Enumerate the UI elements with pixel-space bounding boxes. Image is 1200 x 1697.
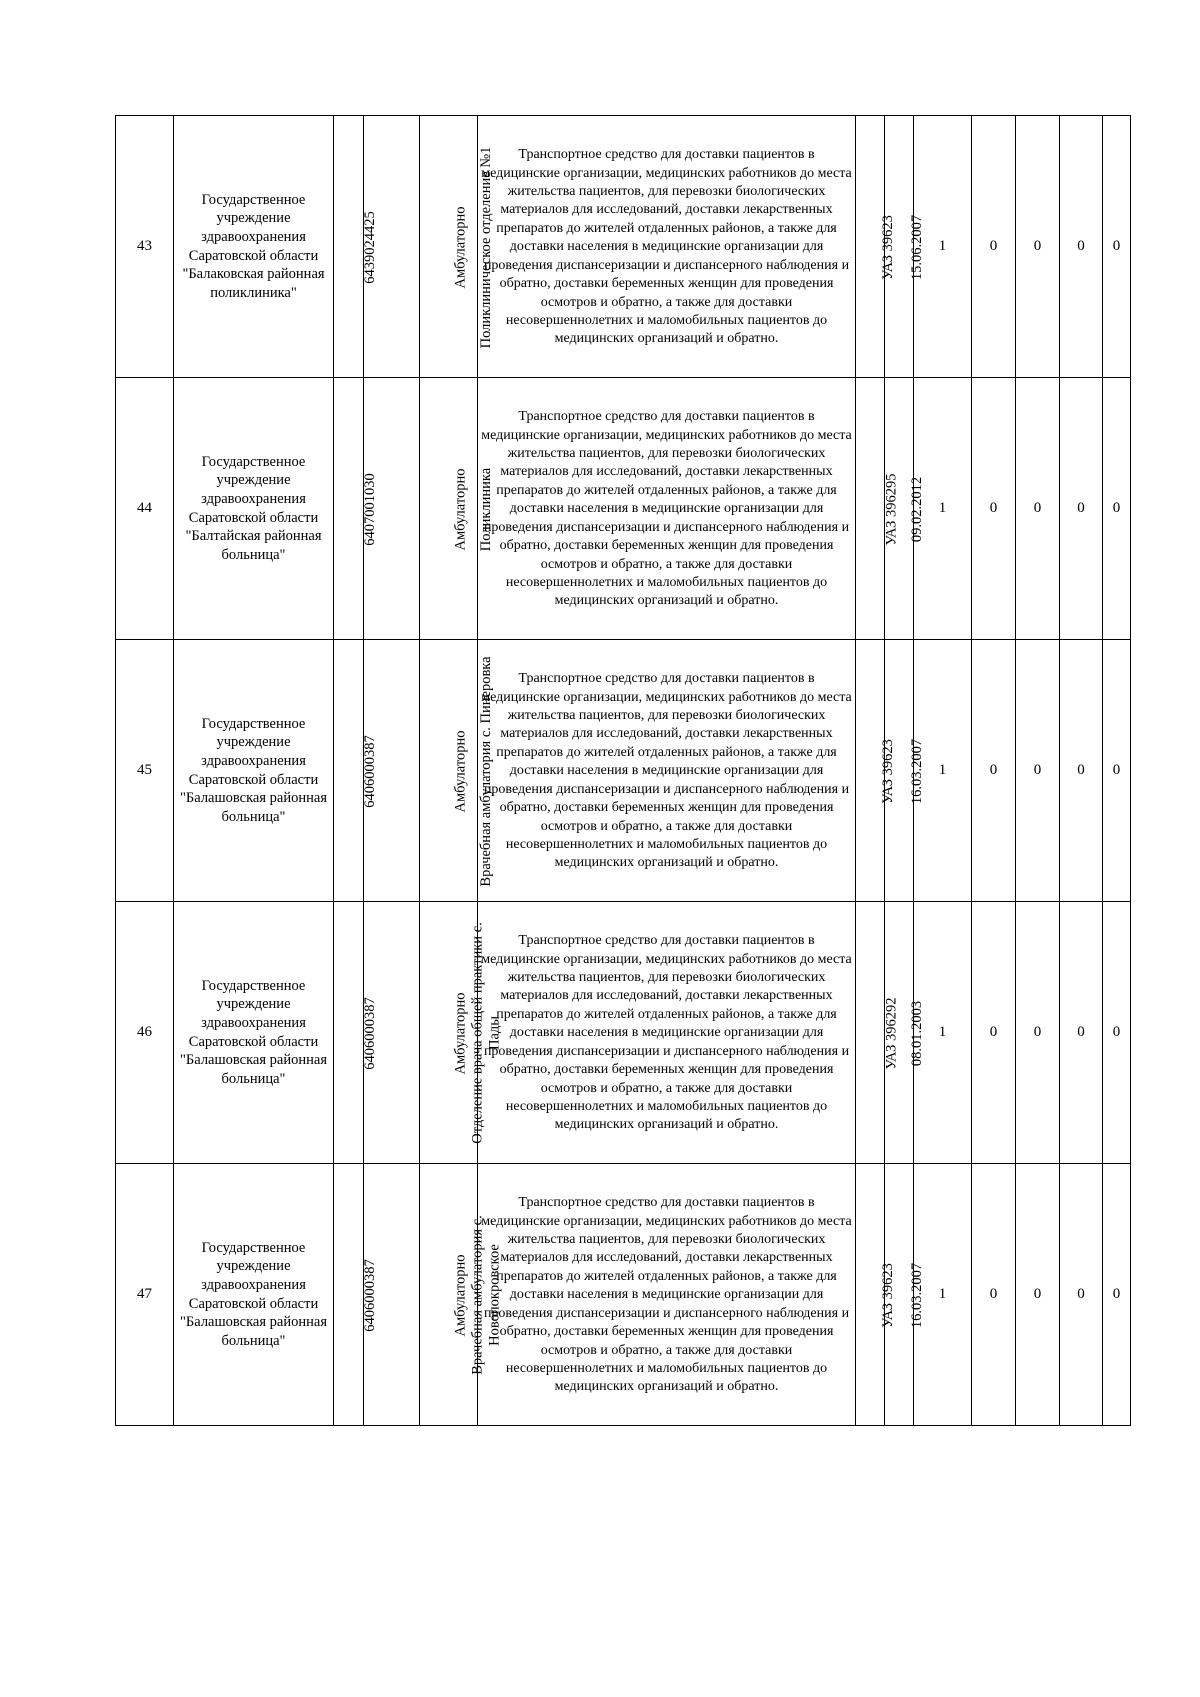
value-cell-5: 0 xyxy=(1103,640,1131,902)
value-cell-4: 0 xyxy=(1060,902,1103,1164)
model-cell xyxy=(856,116,896,378)
vehicle-purpose: Транспортное средство для доставки пациентов в медицинские организации, медицинских работников до места жительства пациентов, для перевозки биологических материалов для исследований, доставки лекарственных препаратов до жителей отдаленных районов, а также для доставки населения в медицинские организации для проведения диспансеризации и диспансерного наблюдения и обратно, доставки беременных женщин для проведения осмотров и обратно, а также для доставки несовершеннолетних и маломобильных пациентов до медицинских организаций и обратно. xyxy=(481,671,852,871)
care-type-cell xyxy=(420,640,478,902)
value-cell-2: 0 xyxy=(972,378,1016,640)
vehicle-model: УАЗ 396295 xyxy=(883,473,900,545)
value-cell-4: 0 xyxy=(1060,378,1103,640)
description-cell xyxy=(478,378,856,640)
value-cell-4: 0 xyxy=(1060,1164,1103,1426)
row-number: 45 xyxy=(116,640,174,902)
inn-cell xyxy=(334,1164,378,1426)
inn: 6407001030 xyxy=(361,472,378,546)
care-type-cell xyxy=(420,116,478,378)
value-cell-5: 0 xyxy=(1103,1164,1131,1426)
organization-name: Государственное учреждение здравоохранения Саратовской области "Балашовская районная больница" xyxy=(180,977,327,1087)
description-cell xyxy=(478,1164,856,1426)
care-type-cell xyxy=(420,378,478,640)
value-cell-3: 0 xyxy=(1016,640,1060,902)
table-row xyxy=(116,116,1131,378)
vehicle-purpose: Транспортное средство для доставки пациентов в медицинские организации, медицинских работников до места жительства пациентов, для перевозки биологических материалов для исследований, доставки лекарственных препаратов до жителей отдаленных районов, а также для доставки населения в медицинские организации для проведения диспансеризации и диспансерного наблюдения и обратно, доставки беременных женщин для проведения осмотров и обратно, а также для доставки несовершеннолетних и маломобильных пациентов до медицинских организаций и обратно. xyxy=(481,1195,852,1395)
value-cell-2: 0 xyxy=(972,640,1016,902)
vehicle-purpose: Транспортное средство для доставки пациентов в медицинские организации, медицинских работников до места жительства пациентов, для перевозки биологических материалов для исследований, доставки лекарственных препаратов до жителей отдаленных районов, а также для доставки населения в медицинские организации для проведения диспансеризации и диспансерного наблюдения и обратно, доставки беременных женщин для проведения осмотров и обратно, а также для доставки несовершеннолетних и маломобильных пациентов до медицинских организаций и обратно. xyxy=(481,409,852,609)
table-row xyxy=(116,902,1131,1164)
organization-name: Государственное учреждение здравоохранения Саратовской области "Балаковская районная поликлиника" xyxy=(182,191,325,301)
unit-name: Поликлиническое отделение №1 xyxy=(478,146,494,348)
inn: 6406000387 xyxy=(361,734,378,808)
care-type: Амбулаторно xyxy=(452,467,469,551)
organization-cell xyxy=(174,378,334,640)
care-type: Амбулаторно xyxy=(452,1253,469,1337)
organization-cell xyxy=(174,1164,334,1426)
row-number: 44 xyxy=(116,378,174,640)
description-cell xyxy=(478,902,856,1164)
model-cell xyxy=(856,902,900,1164)
row-number: 46 xyxy=(116,902,174,1164)
vehicle-register-table xyxy=(115,115,1131,1426)
value-cell-2: 0 xyxy=(972,1164,1016,1426)
inn-cell xyxy=(334,378,378,640)
organization-cell xyxy=(174,902,334,1164)
organization-cell xyxy=(174,116,334,378)
value-cell-4: 0 xyxy=(1060,640,1103,902)
value-cell-3: 0 xyxy=(1016,1164,1060,1426)
organization-name: Государственное учреждение здравоохранения Саратовской области "Балашовская районная больница" xyxy=(180,715,327,825)
vehicle-model: УАЗ 39623 xyxy=(879,738,896,804)
issue-date: 15.06.2007 xyxy=(909,214,926,280)
inn-cell xyxy=(334,116,378,378)
unit-name: Отделение врача общей практики с. Пады xyxy=(469,921,503,1144)
value-cell-1: 1 xyxy=(914,116,972,378)
row-number: 43 xyxy=(116,116,174,378)
table-row xyxy=(116,640,1131,902)
vehicle-model: УАЗ 396292 xyxy=(883,997,900,1069)
value-cell-2: 0 xyxy=(972,902,1016,1164)
table-row xyxy=(116,1164,1131,1426)
unit-name: Поликлиника xyxy=(478,467,494,551)
organization-name: Государственное учреждение здравоохранения Саратовской области "Балтайская районная больница" xyxy=(185,453,322,563)
organization-name: Государственное учреждение здравоохранения Саратовской области "Балашовская районная больница" xyxy=(180,1239,327,1349)
organization-cell xyxy=(174,640,334,902)
unit-name: Врачебная амбулатория с. Новопокровское xyxy=(469,1214,503,1375)
inn-cell xyxy=(334,640,378,902)
value-cell-3: 0 xyxy=(1016,116,1060,378)
value-cell-3: 0 xyxy=(1016,902,1060,1164)
vehicle-model: УАЗ 39623 xyxy=(879,214,896,280)
vehicle-purpose: Транспортное средство для доставки пациентов в медицинские организации, медицинских работников до места жительства пациентов, для перевозки биологических материалов для исследований, доставки лекарственных препаратов до жителей отдаленных районов, а также для доставки населения в медицинские организации для проведения диспансеризации и диспансерного наблюдения и обратно, доставки беременных женщин для проведения осмотров и обратно, а также для доставки несовершеннолетних и маломобильных пациентов до медицинских организаций и обратно. xyxy=(481,147,852,347)
inn: 6406000387 xyxy=(361,1258,378,1332)
vehicle-model: УАЗ 39623 xyxy=(879,1262,896,1328)
model-cell xyxy=(856,1164,896,1426)
value-cell-4: 0 xyxy=(1060,116,1103,378)
inn: 6439024425 xyxy=(361,210,378,284)
description-cell xyxy=(478,116,856,378)
inn-cell xyxy=(334,902,378,1164)
value-cell-1: 1 xyxy=(914,902,972,1164)
table-row xyxy=(116,378,1131,640)
value-cell-1: 1 xyxy=(914,378,972,640)
value-cell-5: 0 xyxy=(1103,902,1131,1164)
value-cell-5: 0 xyxy=(1103,378,1131,640)
issue-date: 16.03.2007 xyxy=(909,738,926,804)
description-cell xyxy=(478,640,856,902)
issue-date: 09.02.2012 xyxy=(909,476,926,542)
unit-name: Врачебная амбулатория с. Пинеровка xyxy=(478,655,494,887)
vehicle-purpose: Транспортное средство для доставки пациентов в медицинские организации, медицинских работников до места жительства пациентов, для перевозки биологических материалов для исследований, доставки лекарственных препаратов до жителей отдаленных районов, а также для доставки населения в медицинские организации для проведения диспансеризации и диспансерного наблюдения и обратно, доставки беременных женщин для проведения осмотров и обратно, а также для доставки несовершеннолетних и маломобильных пациентов до медицинских организаций и обратно. xyxy=(481,933,852,1133)
issue-date: 16.03.2007 xyxy=(909,1262,926,1328)
inn: 6406000387 xyxy=(361,996,378,1070)
care-type: Амбулаторно xyxy=(452,205,469,289)
value-cell-1: 1 xyxy=(914,640,972,902)
care-type: Амбулаторно xyxy=(452,729,469,813)
value-cell-1: 1 xyxy=(914,1164,972,1426)
value-cell-5: 0 xyxy=(1103,116,1131,378)
model-cell xyxy=(856,378,900,640)
row-number: 47 xyxy=(116,1164,174,1426)
care-type: Амбулаторно xyxy=(452,991,469,1075)
value-cell-2: 0 xyxy=(972,116,1016,378)
value-cell-3: 0 xyxy=(1016,378,1060,640)
model-cell xyxy=(856,640,896,902)
issue-date: 08.01.2003 xyxy=(909,1000,926,1066)
